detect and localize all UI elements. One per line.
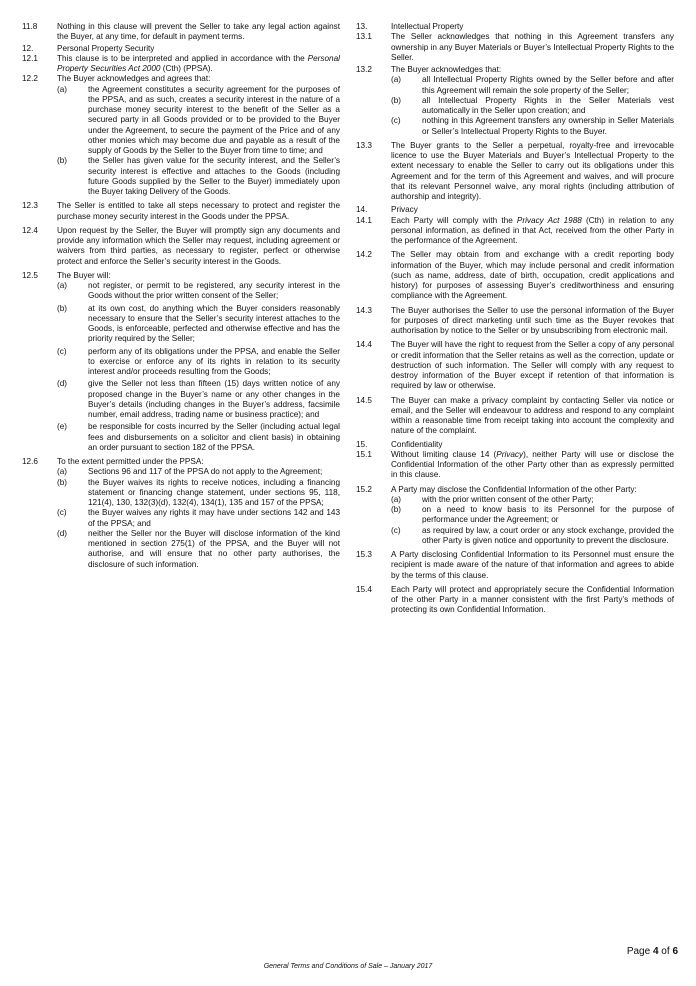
clause-12-2	[22, 74, 340, 84]
clause-text: To the extent permitted under the PPSA:	[57, 457, 204, 466]
subclause-number: (a)	[391, 494, 402, 504]
subclause-number: (d)	[57, 528, 68, 538]
heading-number: 13.	[356, 22, 368, 31]
clause-14-1	[356, 216, 674, 247]
subclause-number: (b)	[57, 477, 68, 487]
clause-15-1	[356, 450, 674, 481]
heading-15	[356, 440, 674, 450]
clause-number: 12.4	[22, 225, 38, 235]
subclause-13-2-c	[356, 116, 674, 137]
subclause-12-5-d	[22, 379, 340, 420]
subclause-text: the Buyer waives any rights it may have under sections 142 and 143 of the PPSA; and	[88, 508, 340, 528]
heading-number: 15.	[356, 439, 368, 449]
clause-text: A Party may disclose the Confidential Information of the other Party:	[391, 484, 637, 494]
subclause-text: Sections 96 and 117 of the PPSA do not apply to the Agreement;	[88, 467, 323, 477]
clause-text: The Buyer acknowledges that:	[391, 65, 502, 74]
clause-text: Nothing in this clause will prevent the Seller to take any legal action against the Buyer, at any time, for default in payment terms.	[57, 22, 340, 42]
right-column	[356, 22, 674, 616]
subclause-number: (c)	[391, 116, 401, 126]
clause-number: 12.2	[22, 74, 38, 84]
subclause-number: (a)	[57, 84, 68, 94]
clause-number: 13.3	[356, 140, 372, 150]
subclause-number: (b)	[57, 156, 68, 166]
left-column	[22, 22, 340, 570]
heading-number: 14.	[356, 205, 368, 215]
heading-number: 12.	[22, 43, 34, 53]
clause-13-3	[356, 141, 674, 203]
subclause-12-5-e	[22, 422, 340, 453]
clause-number: 15.1	[356, 449, 372, 459]
clause-text: The Buyer will:	[57, 270, 111, 280]
subclause-number: (a)	[57, 281, 68, 290]
subclause-12-2-b	[22, 156, 340, 197]
page-total: 6	[672, 946, 678, 957]
subclause-number: (d)	[57, 379, 68, 389]
subclause-text: at its own cost, do anything which the Buyer considers reasonably necessary to ensure that the Seller’s security interest attaches to the Goods, is enforceable, perfected and otherwise effective and has the priority required by the Seller;	[88, 303, 340, 344]
clause-number: 13.1	[356, 32, 372, 42]
subclause-text: all Intellectual Property Rights owned by the Seller before and after this Agreement will remain the sole property of the Seller;	[422, 75, 674, 95]
subclause-number: (c)	[57, 508, 67, 518]
subclause-number: (b)	[391, 505, 402, 514]
subclause-12-6-b	[22, 478, 340, 509]
clause-number: 12.3	[22, 201, 38, 211]
subclause-15-2-c	[356, 526, 674, 547]
subclause-text: neither the Seller nor the Buyer will disclose information of the kind mentioned in section 275(1) of the PPSA, and the Buyer will not authorise, and will ensure that no other party authorises, the disclosure of such information.	[88, 528, 340, 569]
subclause-number: (b)	[391, 95, 402, 105]
subclause-text: the Buyer waives its rights to receive notices, including a financing statement or financing change statement, under sections 95, 118, 121(4), 130, 132(3)(d), 132(4), 134(1), 135 and 157 of the PPSA;	[88, 477, 340, 507]
clause-14-5	[356, 396, 674, 437]
page-prefix: Page	[626, 946, 653, 957]
clause-text: The Seller is entitled to take all steps necessary to protect and register the purchase money security interest in the Goods under the PPSA.	[57, 201, 340, 221]
subclause-13-2-b	[356, 96, 674, 117]
page-number	[627, 946, 678, 957]
act-name: Personal Property Securities Act 2000	[57, 53, 340, 73]
subclause-12-6-a	[22, 467, 340, 477]
clause-text: The Buyer authorises the Seller to use the personal information of the Buyer for purposes of direct marketing until such time as the Buyer revokes that authorisation by notice to the Seller or by unsubscribing from electronic mail.	[391, 305, 674, 335]
subclause-number: (b)	[57, 303, 68, 313]
clause-number: 14.1	[356, 215, 372, 225]
subclause-text: the Seller has given value for the security interest, and the Seller’s security interest is effective and attaches to the Goods (including future Goods supplied by the Seller to the Buyer) immediately upon the Buyer taking Delivery of the Goods.	[88, 156, 340, 196]
clause-12-4	[22, 226, 340, 267]
heading-14	[356, 205, 674, 215]
subclause-12-5-c	[22, 347, 340, 378]
subclause-12-2-a	[22, 85, 340, 157]
clause-number: 14.5	[356, 395, 372, 405]
subclause-number: (a)	[391, 75, 402, 85]
clause-13-2	[356, 65, 674, 75]
subclause-15-2-b	[356, 505, 674, 526]
subclause-12-5-b	[22, 304, 340, 345]
clause-11-8	[22, 22, 340, 43]
heading-text: Privacy	[391, 205, 418, 215]
clause-text: The Buyer will have the right to request from the Seller a copy of any personal or credit information that the Seller retains as well as the correction, update or destruction of such information. The Seller will comply with any request to destroy information of the Buyer except if retention of that information is required by law or otherwise.	[391, 340, 674, 391]
subclause-number: (a)	[57, 467, 68, 477]
clause-15-4	[356, 585, 674, 616]
clause-14-4	[356, 340, 674, 391]
clause-text-post: (Cth) in relation to any personal information, as defined in that Act, received from the other Party in the performance of the Agreement.	[391, 215, 675, 245]
clause-12-6	[22, 457, 340, 467]
clause-reference: Privacy	[496, 449, 524, 459]
clause-text: The Buyer grants to the Seller a perpetual, royalty-free and irrevocable licence to use the Buyer Materials and Buyer’s Intellectual Property to the extent necessary to enable the Seller to carry out its obligations under this Agreement and for the term of this Agreement and waives, and will procure that its relevant Personnel waive, any moral rights (including attribution of authorship and integrity).	[391, 140, 674, 201]
subclause-text: be responsible for costs incurred by the Seller (including actual legal fees and disbursements on a solicitor and client basis) in obtaining an order pursuant to section 182 of the PPSA.	[88, 422, 340, 452]
subclause-text: as required by law, a court order or any stock exchange, provided the other Party is given notice and opportunity to prevent the disclosure.	[422, 525, 674, 545]
subclause-12-5-a	[22, 281, 340, 302]
subclause-text: nothing in this Agreement transfers any ownership in Seller Materials or Seller’s Intellectual Property Rights to the Buyer.	[422, 116, 674, 136]
clause-text-post: ), neither Party will use or disclose the Confidential Information of the other Party other than as expressly permitted in this clause.	[391, 449, 674, 480]
subclause-number: (e)	[57, 422, 68, 432]
clause-number: 15.2	[356, 484, 372, 494]
clause-number: 12.1	[22, 53, 38, 63]
clause-15-2	[356, 485, 674, 495]
clause-number: 11.8	[22, 22, 38, 31]
clause-text-pre: Without limiting clause 14 (	[391, 449, 497, 459]
clause-number: 15.3	[356, 550, 372, 559]
subclause-15-2-a	[356, 495, 674, 505]
clause-12-3	[22, 201, 340, 222]
subclause-text: perform any of its obligations under the PPSA, and enable the Seller to exercise or enforce any of its rights in relation to its security interest and/or proceeds resulting from the Goods;	[88, 346, 340, 376]
clause-15-3	[356, 550, 674, 581]
subclause-13-2-a	[356, 75, 674, 96]
subclause-number: (c)	[57, 346, 67, 356]
subclause-number: (c)	[391, 525, 401, 535]
clause-text: The Seller acknowledges that nothing in this Agreement transfers any ownership in any Buyer Materials or Buyer’s Intellectual Property Rights to the Seller.	[391, 32, 674, 62]
clause-12-1	[22, 54, 340, 75]
clause-number: 12.6	[22, 457, 38, 466]
clause-text-pre: This clause is to be interpreted and applied in accordance with the	[57, 53, 308, 63]
subclause-12-6-d	[22, 529, 340, 570]
subclause-text: on a need to know basis to its Personnel for the purpose of performance under the Agreement; or	[422, 505, 674, 525]
clause-text: The Buyer can make a privacy complaint by contacting Seller via notice or email, and the Seller will endeavour to address and respond to any complaint within a reasonable time from receipt taking into account the complexity and nature of the complaint.	[391, 395, 674, 436]
clause-text: The Buyer acknowledges and agrees that:	[57, 74, 211, 84]
heading-text: Intellectual Property	[391, 22, 464, 31]
clause-number: 12.5	[22, 270, 38, 280]
clause-number: 14.2	[356, 250, 372, 260]
clause-14-2	[356, 250, 674, 301]
subclause-text: not register, or permit to be registered, any security interest in the Goods without the prior written consent of the Seller;	[88, 281, 340, 301]
clause-number: 13.2	[356, 65, 372, 74]
clause-14-3	[356, 306, 674, 337]
clause-text: A Party disclosing Confidential Information to its Personnel must ensure the recipient is made aware of the nature of that information and agrees to abide by the terms of this clause.	[391, 550, 674, 580]
clause-text-pre: Each Party will comply with the	[391, 215, 517, 225]
subclause-text: all Intellectual Property Rights in the Seller Materials vest automatically in the Seller upon creation; and	[422, 95, 674, 115]
subclause-text: the Agreement constitutes a security agreement for the purposes of the PPSA, and as such, creates a security interest in the nature of a purchase money security interest to the benefit of the Seller as a secured party in all Goods provided or to be provided to the Buyer under the Agreement, to secure the payment of the Price and of any other monies which may become due and payable as a result of the supply of Goods by the Seller to the Buyer from time to time; and	[88, 84, 340, 155]
clause-number: 15.4	[356, 584, 372, 594]
heading-12	[22, 44, 340, 54]
clause-text: The Seller may obtain from and exchange with a credit reporting body information of the Buyer, which may include personal and credit information (such as name, address, date of birth, occupation, credit applications and history) for purposes of assessing Buyer’s creditworthiness and ensuring compliance with the Agreement.	[391, 250, 674, 301]
footer-document-title: General Terms and Conditions of Sale – January 2017	[263, 963, 433, 970]
heading-text: Personal Property Security	[57, 43, 155, 53]
page-current: 4	[652, 946, 659, 957]
subclause-text: with the prior written consent of the other Party;	[422, 494, 594, 504]
clause-text: Upon request by the Seller, the Buyer will promptly sign any documents and provide any information which the Seller may request, including agreement or waivers from third parties, as necessary to register, perfect or otherwise protect and enforce the Seller’s security interest in the Goods.	[57, 225, 340, 266]
subclause-text: give the Seller not less than fifteen (15) days written notice of any proposed change in the Buyer’s name or any other changes in the Buyer’s details (including changes in the Buyer’s address, facsimile number, email address, trading name or business practice); and	[88, 379, 340, 419]
subclause-12-6-c	[22, 508, 340, 529]
clause-text: Each Party will protect and appropriately secure the Confidential Information of the other Party in a manner consistent with the first Party’s methods of protecting its own Confidential Information.	[391, 584, 674, 615]
act-name: Privacy Act 1988	[516, 215, 582, 225]
clause-12-5	[22, 271, 340, 281]
heading-text: Confidentiality	[391, 439, 443, 449]
clause-text-post: (Cth) (PPSA).	[160, 64, 213, 73]
heading-13	[356, 22, 674, 32]
clause-number: 14.4	[356, 340, 372, 350]
clause-number: 14.3	[356, 305, 372, 315]
clause-13-1	[356, 32, 674, 63]
page-middle: of	[658, 946, 673, 957]
